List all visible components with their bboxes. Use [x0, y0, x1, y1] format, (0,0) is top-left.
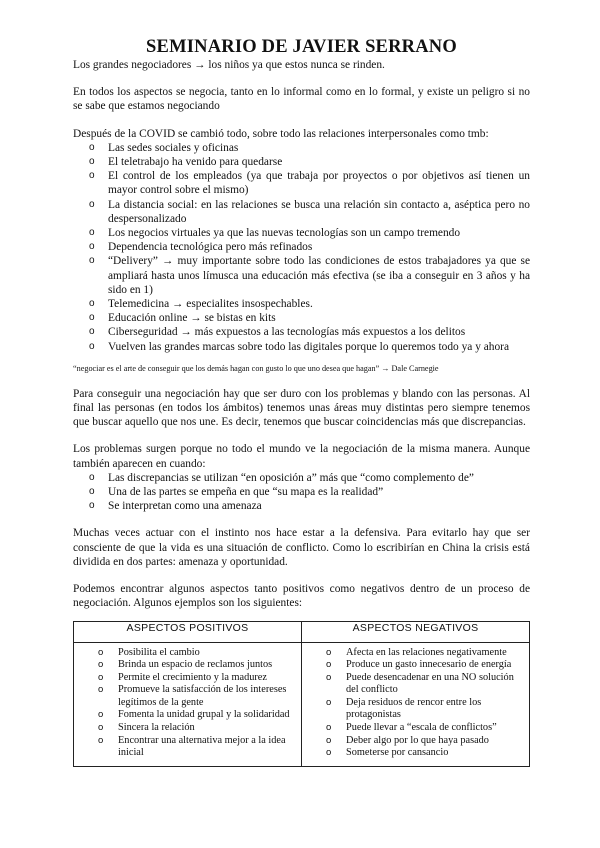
list-item: o Se interpretan como una amenaza	[108, 499, 530, 513]
duro-paragraph: Para conseguir una negociación hay que ser duro con los problemas y blando con las personas. Al final las personas (en todos los ámbitos) tenemos unas áreas muy distintas pero siempre tenemos que buscar aquello que nos une. Es decir, tenemos que buscar coincidencias más que discrepancias.	[73, 387, 530, 429]
list-item: o Sincera la relación	[118, 722, 295, 735]
negative-header: ASPECTOS NEGATIVOS	[302, 621, 530, 642]
problems-list	[73, 471, 530, 514]
carnegie-quote: “negociar es el arte de conseguir que los demás hagan con gusto lo que uno desea que hagan” → Dale Carnegie	[73, 363, 439, 373]
list-item: o “Delivery” → muy importante sobre todo las condiciones de estos trabajadores ya que se ampliará hasta unos límusca una educación más efectiva (se iba a conseguir en 3 años y ha sido en 1)	[108, 254, 530, 297]
list-item: o Vuelven las grandes marcas sobre todo las digitales porque lo queremos todo ya y ahora	[108, 340, 530, 354]
list-item: o La distancia social: en las relaciones se busca una relación sin contacto a, aséptica pero no despersonalizado	[108, 198, 530, 226]
list-item: o Encontrar una alternativa mejor a la idea inicial	[118, 735, 295, 760]
list-item: o Produce un gasto innecesario de energía	[346, 659, 523, 672]
instinct-paragraph: Muchas veces actuar con el instinto nos hace estar a la defensiva. Para evitarlo hay que ser consciente de que la vida es una situación de conflicto. Como lo escribirían en China la crisis está dividida en dos partes: amenaza y oportunidad.	[73, 527, 530, 568]
negative-cell	[302, 642, 530, 766]
list-item: o Puede llevar a “escala de conflictos”	[346, 722, 523, 735]
covid-list	[73, 141, 530, 354]
positive-list	[80, 647, 295, 760]
positive-cell	[74, 642, 302, 766]
list-item: o Las sedes sociales y oficinas	[108, 141, 530, 155]
covid-paragraph: Después de la COVID se cambió todo, sobre todo las relaciones interpersonales como tmb:	[73, 127, 489, 140]
list-item: o Puede desencadenar en una NO solución del conflicto	[346, 672, 523, 697]
list-item: o Deber algo por lo que haya pasado	[346, 735, 523, 748]
list-item: o Promueve la satisfacción de los intereses legítimos de la gente	[118, 684, 295, 709]
positive-header: ASPECTOS POSITIVOS	[74, 621, 302, 642]
list-item: o Una de las partes se empeña en que “su mapa es la realidad”	[108, 485, 530, 499]
list-item: o Someterse por cansancio	[346, 747, 523, 760]
aspects-intro-paragraph: Podemos encontrar algunos aspectos tanto positivos como negativos dentro de un proceso de negociación. Algunos ejemplos son los siguientes:	[73, 583, 530, 610]
list-item: o El teletrabajo ha venido para quedarse	[108, 155, 530, 169]
list-item: o Permite el crecimiento y la madurez	[118, 672, 295, 685]
list-item: o Las discrepancias se utilizan “en oposición a” más que “como complemento de”	[108, 471, 530, 485]
page-title: SEMINARIO DE JAVIER SERRANO	[146, 37, 457, 57]
list-item: o Educación online → se bistas en kits	[108, 311, 530, 325]
list-item: o El control de los empleados (ya que trabaja por proyectos o por objetivos así tienen un mayor control sobre el mismo)	[108, 169, 530, 197]
list-item: o Ciberseguridad → más expuestos a las tecnologías más expuestos a los delitos	[108, 325, 530, 339]
list-item: o Posibilita el cambio	[118, 647, 295, 660]
list-item: o Telemedicina → especialites insospechables.	[108, 297, 530, 311]
list-item: o Afecta en las relaciones negativamente	[346, 647, 523, 660]
problems-paragraph: Los problemas surgen porque no todo el mundo ve la negociación de la misma manera. Aunque también aparecen en cuando:	[73, 443, 530, 470]
aspects-table	[73, 621, 530, 767]
list-item: o Deja residuos de rencor entre los protagonistas	[346, 697, 523, 722]
list-item: o Brinda un espacio de reclamos juntos	[118, 659, 295, 672]
document-page	[73, 36, 530, 767]
intro-paragraph: Los grandes negociadores → los niños ya que estos nunca se rinden.	[73, 59, 385, 71]
aspects-paragraph: En todos los aspectos se negocia, tanto en lo informal como en lo formal, y existe un peligro si no se sabe que estamos negociando	[73, 86, 530, 113]
list-item: o Los negocios virtuales ya que las nuevas tecnologías son un campo tremendo	[108, 226, 530, 240]
negative-list	[308, 647, 523, 760]
list-item: o Dependencia tecnológica pero más refinados	[108, 240, 530, 254]
list-item: o Fomenta la unidad grupal y la solidaridad	[118, 709, 295, 722]
